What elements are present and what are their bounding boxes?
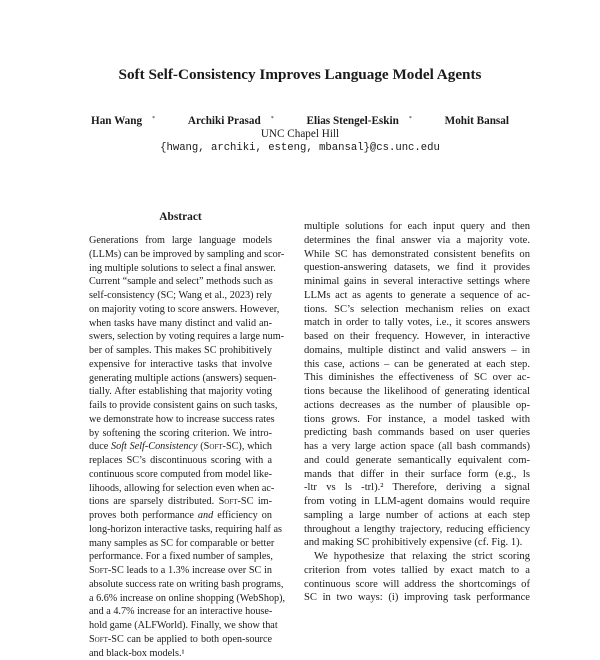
text-line: Soft-SC can be applied to both open-source xyxy=(89,633,272,647)
author-name: Archiki Prasad xyxy=(188,115,261,127)
text-line: from voting in LLM-agent domains would require xyxy=(304,495,530,509)
abstract-heading: Abstract xyxy=(89,211,272,223)
text-line: proves both performance and efficiency on xyxy=(89,509,272,523)
text-line: tions. SC’s selection mechanism relies on exact xyxy=(304,303,530,317)
text-line: fails to provide consistent gains on such tasks, xyxy=(89,399,272,413)
text-line: -ltr vs ls -trl).² Therefore, deriving a signal xyxy=(304,481,530,495)
author xyxy=(297,115,412,127)
author xyxy=(178,115,274,127)
text-line: criterion from votes tallied by exact match to a xyxy=(304,564,530,578)
text-line: based on their frequency. However, in interactive xyxy=(304,330,530,344)
text-line: (LLMs) can be improved by sampling and scor- xyxy=(89,248,272,262)
author xyxy=(435,115,519,127)
text-line: minimal gains in several interactive settings where xyxy=(304,275,530,289)
text-line: ber of samples. This makes SC prohibitively xyxy=(89,344,272,358)
text-line: multiple solutions for each input query and then xyxy=(304,220,530,234)
text-line: tions grows. For instance, a model tasked with xyxy=(304,413,530,427)
paper-title: Soft Self-Consistency Improves Language Model Agents xyxy=(0,66,600,84)
text-line: long-horizon interactive tasks, requiring half as xyxy=(89,523,272,537)
text-line: on majority voting to score answers. However, xyxy=(89,303,272,317)
text-line: lihoods, allowing for selection even when ac- xyxy=(89,482,272,496)
text-line: expensive for interactive tasks that involve xyxy=(89,358,272,372)
equal-contrib-mark: * xyxy=(271,116,274,122)
text-line: mands that differ in their surface form (e.g., ls xyxy=(304,468,530,482)
text-line: Soft-SC leads to a 1.3% increase over SC in xyxy=(89,564,272,578)
text-line: ing multiple solutions to select a final answer. xyxy=(89,262,272,276)
author-name: Elias Stengel-Eskin xyxy=(307,115,399,127)
introduction-body xyxy=(304,220,530,605)
text-line: Generations from large language models xyxy=(89,234,272,248)
text-line: performance. For a fixed number of samples, xyxy=(89,550,272,564)
text-line: a 6.6% increase on online shopping (WebShop), xyxy=(89,592,272,606)
text-line: duce Soft Self-Consistency (Soft-SC), which xyxy=(89,440,272,454)
text-line: match in order to tally votes, i.e., it scores answers xyxy=(304,316,530,330)
author xyxy=(81,115,155,127)
text-line: replaces SC’s discontinuous scoring with a xyxy=(89,454,272,468)
text-line: swers, selection by voting requires a large num- xyxy=(89,330,272,344)
text-line: continuous score will address the shortcomings of xyxy=(304,578,530,592)
text-line: determines the final answer via a majority vote. xyxy=(304,234,530,248)
abstract-body xyxy=(89,234,272,660)
text-line: sampling a large number of actions at each step xyxy=(304,509,530,523)
text-line: by softening the scoring criterion. We intro- xyxy=(89,427,272,441)
text-line: tially. After establishing that majority voting xyxy=(89,385,272,399)
text-line: and could generate semantically equivalent com- xyxy=(304,454,530,468)
text-line: self-consistency (SC; Wang et al., 2023) rely xyxy=(89,289,272,303)
text-line: throughout a lengthy trajectory, reducing efficiency xyxy=(304,523,530,537)
text-line: tions are sparsely distributed. Soft-SC im- xyxy=(89,495,272,509)
text-line: hold game (ALFWorld). Finally, we show that xyxy=(89,619,272,633)
text-line: While SC has demonstrated consistent benefits on xyxy=(304,248,530,262)
author-name: Mohit Bansal xyxy=(445,115,509,127)
text-line: and black-box models.¹ xyxy=(89,647,272,660)
text-line: continuous score computed from model like- xyxy=(89,468,272,482)
author-list xyxy=(0,115,600,127)
text-line: this case, actions – can be generated at each step. xyxy=(304,358,530,372)
text-line: we demonstrate how to increase success rates xyxy=(89,413,272,427)
text-line: tions because the likelihood of generating identical xyxy=(304,385,530,399)
author-emails: {hwang, archiki, esteng, mbansal}@cs.unc.edu xyxy=(0,142,600,154)
author-name: Han Wang xyxy=(91,115,142,127)
text-line: question-answering datasets, we find it provides xyxy=(304,261,530,275)
text-line: actions decreases as the number of plausible op- xyxy=(304,399,530,413)
text-line: SC in two ways: (i) improving task performance xyxy=(304,591,530,605)
text-line: We hypothesize that relaxing the strict scoring xyxy=(304,550,530,564)
text-line: and making SC prohibitively expensive (cf. Fig. 1). xyxy=(304,536,530,550)
text-line: domains, multiple distinct and valid answers – in xyxy=(304,344,530,358)
equal-contrib-mark: * xyxy=(409,116,412,122)
affiliation: UNC Chapel Hill xyxy=(0,128,600,140)
text-line: many samples as SC for comparable or better xyxy=(89,537,272,551)
text-line: has a very large action space (all bash commands) xyxy=(304,440,530,454)
text-line: LLMs act as agents to generate a sequence of ac- xyxy=(304,289,530,303)
text-line: predicting bash commands based on user queries xyxy=(304,426,530,440)
text-line: Current “sample and select” methods such as xyxy=(89,275,272,289)
text-line: absolute success rate on writing bash programs, xyxy=(89,578,272,592)
text-line: when tasks have many distinct and valid an- xyxy=(89,317,272,331)
equal-contrib-mark: * xyxy=(152,116,155,122)
text-line: and a 4.7% increase for an interactive house- xyxy=(89,605,272,619)
text-line: generating multiple actions (answers) sequen- xyxy=(89,372,272,386)
text-line: This diminishes the effectiveness of SC over ac- xyxy=(304,371,530,385)
